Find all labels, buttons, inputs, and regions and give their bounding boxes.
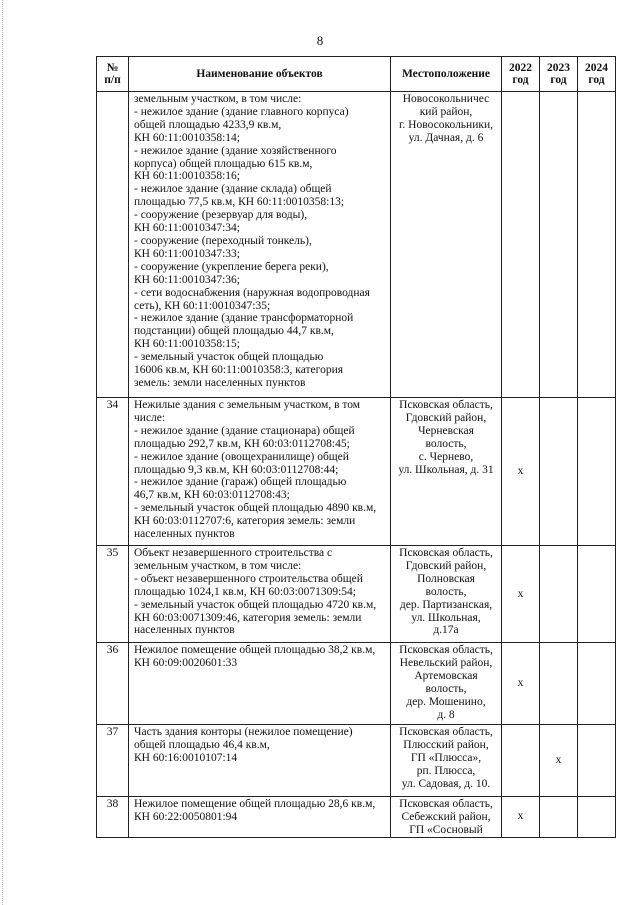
- header-row: [97, 57, 616, 92]
- page-edge: [2, 0, 4, 905]
- mark-y2022: x: [502, 797, 540, 838]
- object-name-line: - земельный участок общей площадью 4720 кв.м,: [134, 598, 377, 611]
- object-name-line: - нежилое здание (здание склада) общей: [134, 183, 332, 196]
- location-line: кий район,: [419, 105, 473, 118]
- object-name-line: - сооружение (переходный тонкель),: [134, 234, 312, 247]
- mark-y2024: [578, 92, 616, 398]
- object-name: [129, 92, 391, 398]
- object-name-line: КН 60:11:0010347:36;: [134, 273, 240, 286]
- object-name-line: КН 60:11:0010347:33;: [134, 247, 240, 260]
- object-name-line: - сети водоснабжения (наружная водопроводная: [134, 286, 370, 299]
- location-line: волость,: [425, 437, 467, 450]
- object-name-line: - нежилое здание (здание хозяйственного: [134, 144, 337, 157]
- object-name-line: населенных пунктов: [134, 528, 235, 541]
- object-name-line: КН 60:11:0010358:16;: [134, 170, 240, 183]
- location-line: ул. Дачная, д. 6: [408, 131, 484, 144]
- mark-y2023: [540, 546, 578, 643]
- object-name-line: - объект незавершенного строительства общей: [134, 572, 363, 585]
- location-line: с. Чернево,: [418, 450, 474, 463]
- mark-y2022: [502, 92, 540, 398]
- location-line: Гдовский район,: [405, 411, 487, 424]
- object-name-line: подстанции) общей площадью 44,7 кв.м,: [134, 325, 334, 338]
- location-line: Псковская область,: [399, 798, 493, 810]
- location-line: Черневская: [418, 424, 474, 437]
- object-name-line: населенных пунктов: [134, 624, 235, 637]
- object-name-line: 46,7 кв.м, КН 60:03:0112708:43;: [134, 489, 290, 502]
- object-name-line: КН 60:03:0112707:6, категория земель: земли: [134, 515, 356, 528]
- header-2024: 2024 год: [578, 57, 616, 92]
- object-name-line: - нежилое здание (здание стационара) общей: [134, 424, 355, 437]
- object-name-line: общей площадью 4233,9 кв.м,: [134, 118, 282, 131]
- location-line: Плюсский район,: [403, 738, 489, 751]
- mark-y2023: [540, 398, 578, 546]
- object-name-line: общей площадью 46,4 кв.м,: [134, 738, 270, 751]
- location-line: дер. Партизанская,: [399, 598, 493, 611]
- table-row: [97, 643, 616, 725]
- table-body: [97, 92, 616, 838]
- header-2023: 2023 год: [540, 57, 578, 92]
- mark-y2023: [540, 643, 578, 725]
- location-line: Псковская область,: [399, 399, 493, 411]
- mark-y2022: [502, 725, 540, 797]
- object-name: [129, 725, 391, 797]
- object-name-line: земельным участком, в том числе:: [134, 559, 302, 572]
- header-2022: 2022 год: [502, 57, 540, 92]
- object-name: [129, 546, 391, 643]
- mark-y2024: [578, 398, 616, 546]
- object-location: [391, 797, 502, 838]
- header-location: Местоположение: [391, 57, 502, 92]
- location-line: Полновская: [417, 572, 475, 585]
- mark-y2022: x: [502, 546, 540, 643]
- object-name-line: КН 60:03:0071309:46, категория земель: земли: [134, 611, 362, 624]
- object-location: [391, 398, 502, 546]
- object-name-line: земельным участком, в том числе:: [134, 93, 302, 105]
- object-name-line: КН 60:22:0050801:94: [134, 810, 238, 823]
- location-line: ул. Школьная,: [411, 611, 481, 624]
- object-name-line: - сооружение (укрепление берега реки),: [134, 260, 329, 273]
- object-name-line: КН 60:11:0010358:15;: [134, 338, 240, 351]
- row-number: 35: [97, 546, 129, 643]
- object-name-line: - земельный участок общей площадью: [134, 351, 324, 364]
- mark-y2024: [578, 725, 616, 797]
- object-name-line: - нежилое здание (гараж) общей площадью: [134, 476, 347, 489]
- mark-y2022: x: [502, 398, 540, 546]
- location-line: ГП «Плюсса»,: [410, 751, 482, 764]
- object-name-line: площадью 77,5 кв.м, КН 60:11:0010358:13;: [134, 196, 345, 209]
- object-location: [391, 92, 502, 398]
- location-line: волость,: [425, 585, 467, 598]
- object-name-line: - нежилое здание (здание трансформаторной: [134, 312, 354, 325]
- row-number: 34: [97, 398, 129, 546]
- location-line: Артемовская: [414, 669, 478, 682]
- object-name-line: КН 60:11:0010347:34;: [134, 222, 240, 235]
- mark-y2022: x: [502, 643, 540, 725]
- page-number: 8: [316, 33, 324, 48]
- mark-y2024: [578, 643, 616, 725]
- mark-y2023: [540, 797, 578, 838]
- object-name-line: Объект незавершенного строительства с: [134, 547, 333, 559]
- header-num: № п/п: [97, 57, 129, 92]
- object-name-line: площадью 292,7 кв.м, КН 60:03:0112708:45;: [134, 437, 350, 450]
- object-name-line: площадью 1024,1 кв.м, КН 60:03:0071309:54;: [134, 585, 356, 598]
- location-line: ул. Садовая, д. 10.: [401, 777, 491, 790]
- location-line: дер. Мошенино,: [406, 695, 486, 708]
- table-row: [97, 92, 616, 398]
- object-name-line: Нежилое помещение общей площадью 38,2 кв.м,: [134, 644, 376, 656]
- object-name-line: - земельный участок общей площадью 4890 кв.м,: [134, 502, 377, 515]
- mark-y2023: x: [540, 725, 578, 797]
- row-number: 38: [97, 797, 129, 838]
- object-name-line: числе:: [134, 411, 166, 424]
- location-line: Гдовский район,: [405, 559, 487, 572]
- object-name-line: - нежилое здание (здание главного корпуса): [134, 105, 349, 118]
- location-line: ул. Школьная, д. 31: [398, 463, 494, 476]
- object-name-line: Нежилое помещение общей площадью 28,6 кв.м,: [134, 798, 376, 810]
- object-name: [129, 643, 391, 725]
- location-line: рп. Плюсса,: [416, 764, 476, 777]
- mark-y2024: [578, 546, 616, 643]
- table-row: [97, 398, 616, 546]
- object-location: [391, 725, 502, 797]
- location-line: Псковская область,: [399, 644, 493, 656]
- object-name-line: КН 60:16:0010107:14: [134, 751, 238, 764]
- location-line: Невельский район,: [399, 656, 493, 669]
- object-name-line: сеть), КН 60:11:0010347:35;: [134, 299, 271, 312]
- objects-table: [96, 56, 616, 838]
- location-line: д.17а: [433, 624, 459, 637]
- object-name: [129, 797, 391, 838]
- row-number: 36: [97, 643, 129, 725]
- location-line: г. Новосокольники,: [399, 118, 493, 131]
- location-line: волость,: [425, 682, 467, 695]
- table-row: [97, 797, 616, 838]
- mark-y2024: [578, 797, 616, 838]
- object-name-line: земель: земли населенных пунктов: [134, 376, 306, 389]
- object-name-line: площадью 9,3 кв.м, КН 60:03:0112708:44;: [134, 463, 339, 476]
- object-name: [129, 398, 391, 546]
- location-line: Новосокольничес: [402, 93, 490, 105]
- header-name: Наименование объектов: [129, 57, 391, 92]
- object-location: [391, 546, 502, 643]
- table-row: [97, 725, 616, 797]
- object-name-line: 16006 кв.м, КН 60:11:0010358:3, категория: [134, 364, 344, 377]
- location-line: д. 8: [437, 708, 455, 721]
- object-name-line: КН 60:11:0010358:14;: [134, 131, 240, 144]
- location-line: Псковская область,: [399, 547, 493, 559]
- location-line: Псковская область,: [399, 726, 493, 738]
- mark-y2023: [540, 92, 578, 398]
- location-line: ГП «Сосновый: [409, 823, 483, 836]
- object-name-line: КН 60:09:0020601:33: [134, 656, 238, 669]
- object-name-line: Нежилые здания с земельным участком, в том: [134, 399, 361, 411]
- row-number: [97, 92, 129, 398]
- object-name-line: Часть здания конторы (нежилое помещение): [134, 726, 353, 738]
- object-name-line: - нежилое здание (овощехранилище) общей: [134, 450, 349, 463]
- location-line: Себежский район,: [401, 810, 491, 823]
- row-number: 37: [97, 725, 129, 797]
- table-row: [97, 546, 616, 643]
- object-name-line: - сооружение (резервуар для воды),: [134, 209, 308, 222]
- object-location: [391, 643, 502, 725]
- object-name-line: корпуса) общей площадью 615 кв.м,: [134, 157, 313, 170]
